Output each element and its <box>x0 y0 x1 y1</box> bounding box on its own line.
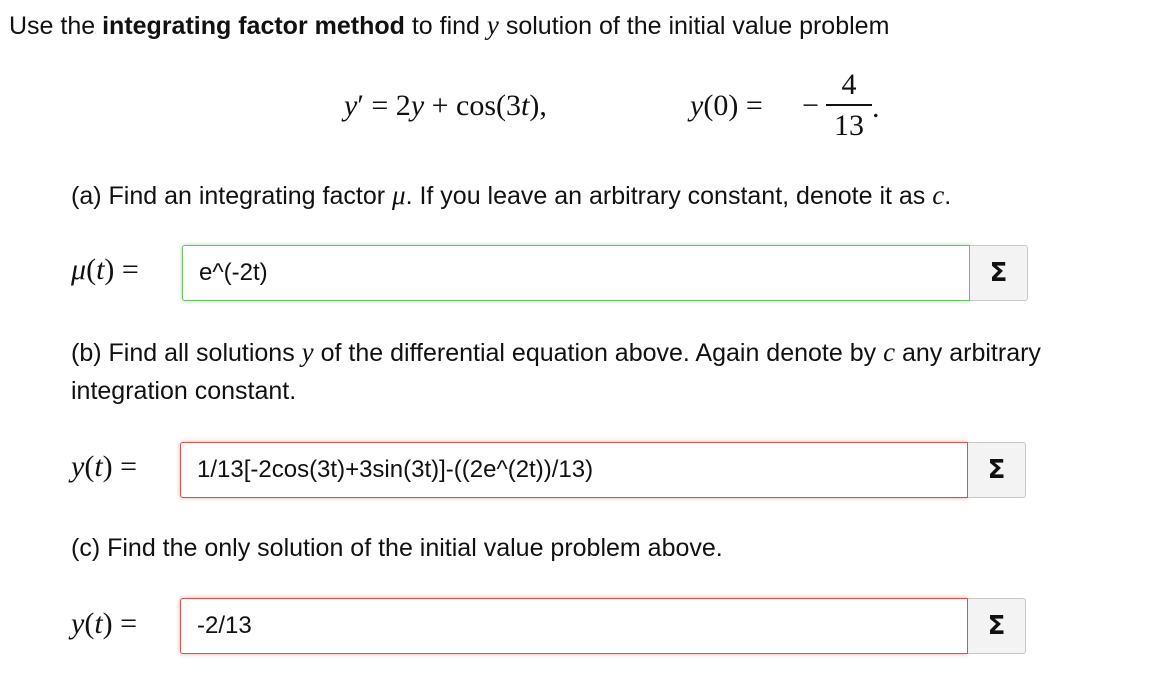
yb-close: ) <box>102 450 113 483</box>
mu-open: ( <box>86 253 97 286</box>
yb-arg: t <box>94 450 103 483</box>
particular-solution-answer-box <box>180 598 1026 654</box>
initial-condition <box>690 88 763 124</box>
y-particular-label <box>71 606 137 642</box>
mu-label <box>71 252 139 288</box>
intro-suffix: solution of the initial value problem <box>498 12 890 40</box>
ic-numerator: 4 <box>841 68 857 101</box>
mu-equals: = <box>114 253 139 286</box>
part-b-prompt-line2: integration constant. <box>71 377 297 405</box>
part-b-prompt-line1 <box>71 333 1041 372</box>
ode-equation <box>344 88 547 124</box>
ic-minus: − <box>802 89 819 122</box>
ode-prime: ′ <box>357 89 364 122</box>
general-solution-answer-box <box>180 442 1026 498</box>
ode-cos-term: + cos(3 <box>424 89 522 122</box>
part-a-mu: μ <box>392 180 406 210</box>
ode-lhs-var: y <box>344 89 358 122</box>
mu-fn: μ <box>71 253 87 286</box>
ic-arg: (0) <box>703 89 739 122</box>
part-a-suffix: . If you leave an arbitrary constant, denote it as <box>405 182 933 210</box>
part-a-end: . <box>944 182 952 210</box>
part-c-prompt: (c) Find the only solution of the initial value problem above. <box>71 534 723 562</box>
intro-mid: to find <box>404 12 487 40</box>
general-solution-equation-editor-button[interactable]: Σ <box>968 442 1026 498</box>
part-b-mid: of the differential equation above. Again denote by <box>313 339 884 367</box>
mu-close: ) <box>104 253 115 286</box>
problem-intro <box>9 10 889 41</box>
general-solution-input[interactable]: 1/13[-2cos(3t)+3sin(3t)]-((2e^(2t))/13) <box>180 442 968 498</box>
ode-t: t <box>521 89 530 122</box>
yc-equals: = <box>112 607 138 640</box>
part-b-suffix: any arbitrary <box>895 339 1041 367</box>
part-b-const: c <box>883 337 896 367</box>
mu-arg: t <box>96 253 105 286</box>
intro-prefix: Use the <box>9 12 103 40</box>
ode-close: ), <box>529 89 547 122</box>
part-b-prefix: (b) Find all solutions <box>71 339 302 367</box>
part-a-prefix: (a) Find an integrating factor <box>71 182 392 210</box>
y-general-label <box>71 449 137 485</box>
yc-fn: y <box>71 607 85 640</box>
yc-arg: t <box>94 607 103 640</box>
ic-denominator: 13 <box>834 109 864 142</box>
intro-var: y <box>486 10 499 40</box>
ic-y: y <box>690 89 704 122</box>
yc-open: ( <box>84 607 95 640</box>
yb-fn: y <box>71 450 85 483</box>
mu-equation-editor-button[interactable]: Σ <box>970 245 1028 301</box>
display-equation <box>0 68 1176 158</box>
part-b-var: y <box>301 337 314 367</box>
yb-open: ( <box>84 450 95 483</box>
mu-input[interactable]: e^(-2t) <box>182 245 970 301</box>
mu-answer-box <box>182 245 1028 301</box>
intro-method: integrating factor method <box>102 12 405 40</box>
ode-y-term: y <box>410 89 425 122</box>
ode-equals: = 2 <box>363 89 411 122</box>
ic-fraction <box>826 68 872 143</box>
fraction-bar <box>826 104 872 106</box>
ic-equals: = <box>738 89 763 122</box>
yb-equals: = <box>112 450 138 483</box>
particular-solution-input[interactable]: -2/13 <box>180 598 968 654</box>
ic-period: . <box>872 91 880 124</box>
particular-solution-equation-editor-button[interactable]: Σ <box>968 598 1026 654</box>
part-a-const: c <box>932 180 945 210</box>
yc-close: ) <box>102 607 113 640</box>
part-a-prompt <box>71 176 951 215</box>
